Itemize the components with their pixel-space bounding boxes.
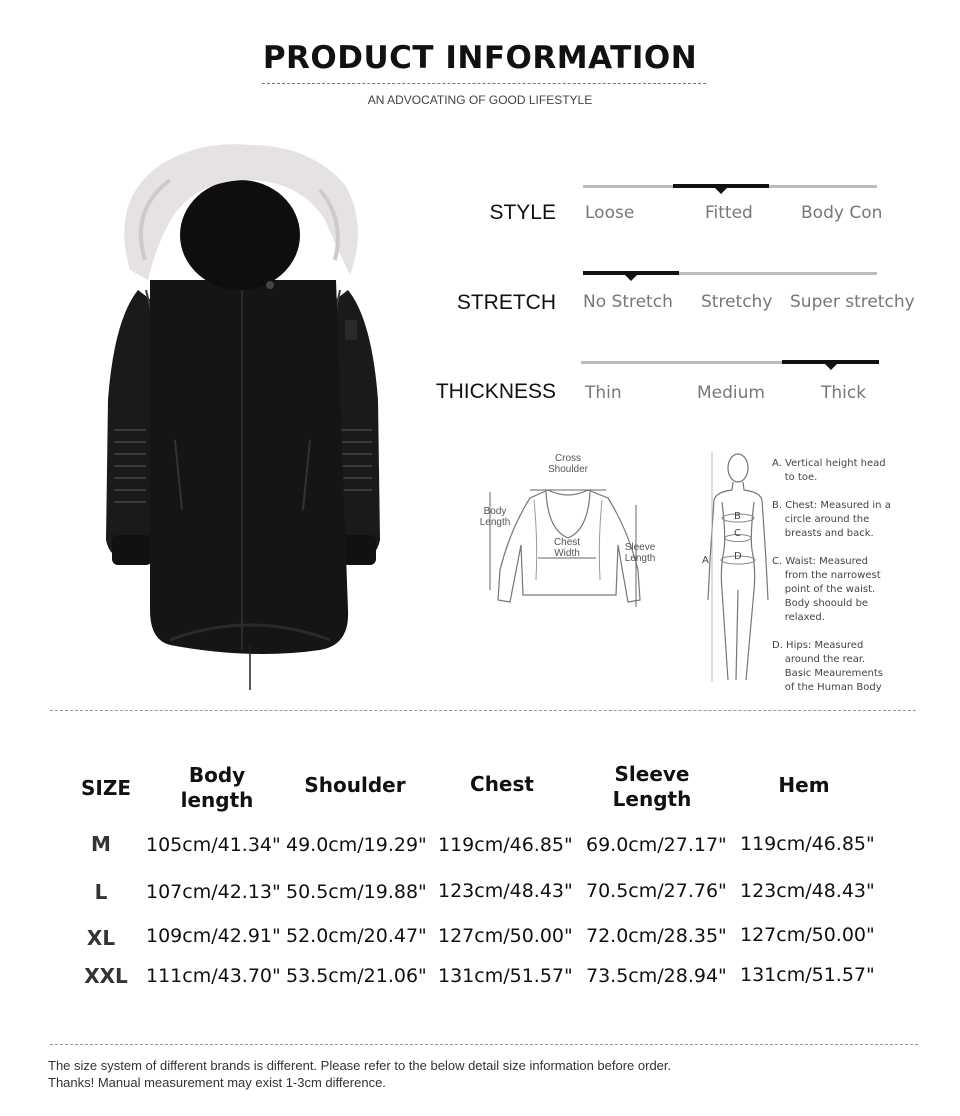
- marker-b: B: [734, 511, 741, 522]
- table-cell: 73.5cm/28.94": [586, 965, 727, 987]
- cross-shoulder-label: Cross Shoulder: [547, 453, 589, 475]
- table-cell: 123cm/48.43": [740, 880, 875, 902]
- style-indicator: [673, 184, 769, 188]
- stretch-indicator: [583, 271, 679, 275]
- left-cuff: [112, 535, 152, 565]
- style-option-body-con: Body Con: [801, 203, 883, 223]
- body-diagram: [700, 450, 770, 686]
- table-cell: 50.5cm/19.88": [286, 881, 427, 903]
- thickness-option-thin: Thin: [585, 383, 622, 403]
- header-hem: Hem: [778, 773, 830, 797]
- header-chest: Chest: [470, 772, 534, 796]
- note-a: A. Vertical height head to toe.: [772, 458, 886, 483]
- marker-d: D: [734, 551, 742, 562]
- section-divider: [50, 710, 916, 711]
- stretch-label: STRETCH: [456, 291, 556, 314]
- size-l: L: [94, 880, 108, 904]
- table-cell: 109cm/42.91": [146, 925, 281, 947]
- thickness-option-thick: Thick: [821, 383, 867, 403]
- style-label: STYLE: [489, 201, 556, 224]
- style-scale: [583, 185, 877, 188]
- table-cell: 105cm/41.34": [146, 834, 281, 856]
- hood: [180, 180, 300, 290]
- note-d: D. Hips: Measured around the rear. Basic Meaurements of the Human Body: [772, 640, 884, 693]
- size-m: M: [91, 832, 111, 856]
- note-c: C. Waist: Measured from the narrowest point of the waist. Body shoould be relaxed.: [772, 556, 881, 623]
- table-cell: 69.0cm/27.17": [586, 834, 727, 856]
- footer-note-1: The size system of different brands is different. Please refer to the below detail size information before order.: [48, 1058, 672, 1073]
- table-cell: 70.5cm/27.76": [586, 880, 727, 902]
- header-body-length: Body length: [180, 763, 254, 812]
- thickness-option-medium: Medium: [697, 383, 765, 403]
- table-cell: 72.0cm/28.35": [586, 925, 727, 947]
- table-cell: 131cm/51.57": [740, 964, 875, 986]
- table-cell: 131cm/51.57": [438, 965, 573, 987]
- table-cell: 127cm/50.00": [438, 925, 573, 947]
- header-size: SIZE: [80, 776, 131, 800]
- page-title: PRODUCT INFORMATION: [262, 40, 698, 76]
- style-option-fitted: Fitted: [705, 203, 753, 223]
- marker-c: C: [734, 528, 741, 539]
- stretch-option-stretchy: Stretchy: [701, 292, 773, 312]
- table-cell: 127cm/50.00": [740, 924, 875, 946]
- table-cell: 53.5cm/21.06": [286, 965, 427, 987]
- header-shoulder: Shoulder: [304, 773, 406, 797]
- body-length-label: Body Length: [479, 506, 511, 528]
- table-cell: 111cm/43.70": [146, 965, 281, 987]
- table-cell: 119cm/46.85": [438, 834, 573, 856]
- table-cell: 49.0cm/19.29": [286, 834, 427, 856]
- sleeve-length-label: Sleeve Length: [624, 542, 656, 564]
- footer-divider: [50, 1044, 918, 1045]
- table-cell: 119cm/46.85": [740, 833, 875, 855]
- thickness-indicator: [782, 360, 879, 364]
- page-subtitle: AN ADVOCATING OF GOOD LIFESTYLE: [367, 93, 593, 107]
- size-xxl: XXL: [84, 964, 128, 988]
- stretch-scale: [583, 272, 877, 275]
- thickness-label: THICKNESS: [435, 380, 556, 403]
- table-cell: 52.0cm/20.47": [286, 925, 427, 947]
- size-table: [0, 760, 960, 1000]
- size-xl: XL: [86, 926, 116, 950]
- marker-a: A: [702, 555, 709, 566]
- stretch-option-super-stretchy: Super stretchy: [790, 292, 915, 312]
- stretch-option-no-stretch: No Stretch: [583, 292, 673, 312]
- table-cell: 107cm/42.13": [146, 881, 281, 903]
- thickness-scale: [581, 361, 879, 364]
- table-cell: 123cm/48.43": [438, 880, 573, 902]
- footer-note-2: Thanks! Manual measurement may exist 1-3cm difference.: [48, 1075, 386, 1090]
- header-sleeve-length: Sleeve Length: [612, 762, 692, 811]
- coat-body: [150, 280, 348, 654]
- title-divider: [262, 83, 706, 84]
- style-option-loose: Loose: [585, 203, 635, 223]
- chest-width-label: Chest Width: [553, 537, 581, 559]
- note-b: B. Chest: Measured in a circle around the breasts and back.: [772, 500, 891, 539]
- product-image: [100, 140, 390, 700]
